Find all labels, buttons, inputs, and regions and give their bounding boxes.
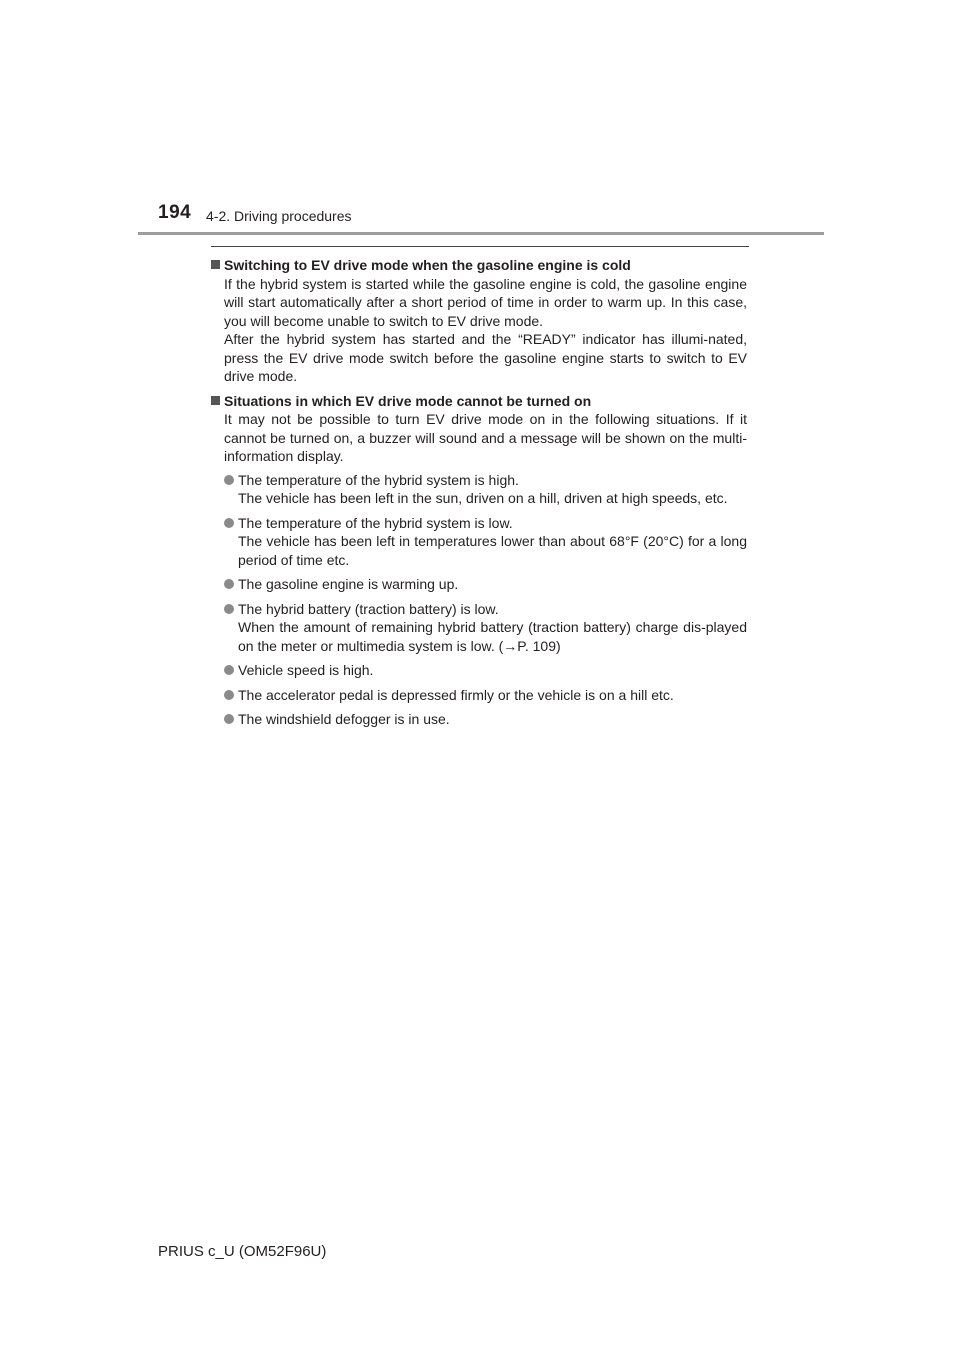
manual-code-footer: PRIUS c_U (OM52F96U) [158, 1243, 327, 1260]
bullet-dot-icon [224, 518, 234, 528]
bullet-detail: The vehicle has been left in the sun, driven on a hill, driven at high speeds, etc. [238, 490, 728, 506]
bullet-detail: The vehicle has been left in temperatures lower than about 68°F (20°C) for a long period of time etc. [238, 533, 747, 568]
list-item [211, 710, 747, 729]
list-item [211, 600, 747, 656]
content-top-rule [211, 246, 749, 247]
list-item [211, 471, 747, 508]
bullet-main: The windshield defogger is in use. [238, 711, 450, 727]
page-number: 194 [158, 202, 192, 223]
bullet-main: The accelerator pedal is depressed firmly or the vehicle is on a hill etc. [238, 686, 674, 703]
paragraph: It may not be possible to turn EV drive mode on in the following situations. If it cannot be turned on, a buzzer will sound and a message will be shown on the multi-information display. [224, 411, 747, 464]
subheading-text: Situations in which EV drive mode cannot be turned on [224, 392, 592, 409]
list-item [211, 686, 747, 705]
paragraph: If the hybrid system is started while the gasoline engine is cold, the gasoline engine will start automatically after a short period of time in order to warm up. In this case, you will become unable to switch to EV drive mode. [224, 275, 747, 329]
bullet-main: The temperature of the hybrid system is high. [238, 471, 519, 488]
list-item [211, 575, 747, 594]
list-item [211, 661, 747, 680]
bullet-main: Vehicle speed is high. [238, 662, 374, 678]
subheading-text: Switching to EV drive mode when the gasoline engine is cold [224, 257, 631, 273]
bullet-main: The temperature of the hybrid system is low. [238, 514, 513, 531]
bullet-main: The gasoline engine is warming up. [238, 576, 459, 592]
bullet-dot-icon [224, 579, 234, 589]
square-marker-icon [211, 396, 220, 405]
bullet-dot-icon [224, 475, 234, 485]
situation-list [211, 471, 747, 729]
paragraph: After the hybrid system has started and the “READY” indicator has illumi-nated, press the EV drive mode switch before the gasoline engine starts to switch to EV drive mode. [224, 331, 747, 384]
bullet-dot-icon [224, 604, 234, 614]
bullet-detail: When the amount of remaining hybrid battery (traction battery) charge dis-played on the meter or multimedia system is low. (→P. 109) [238, 619, 747, 654]
bullet-main: The hybrid battery (traction battery) is low. [238, 600, 499, 617]
list-item [211, 514, 747, 570]
header-rule [138, 232, 824, 235]
bullet-dot-icon [224, 690, 234, 700]
subheading [211, 256, 747, 275]
bullet-dot-icon [224, 714, 234, 724]
bullet-dot-icon [224, 665, 234, 675]
section-ev-cold-engine [211, 256, 747, 386]
page-content [211, 256, 747, 735]
subheading [211, 392, 747, 411]
section-title: 4-2. Driving procedures [206, 208, 352, 224]
square-marker-icon [211, 260, 220, 269]
section-ev-cannot-turn-on [211, 392, 747, 729]
